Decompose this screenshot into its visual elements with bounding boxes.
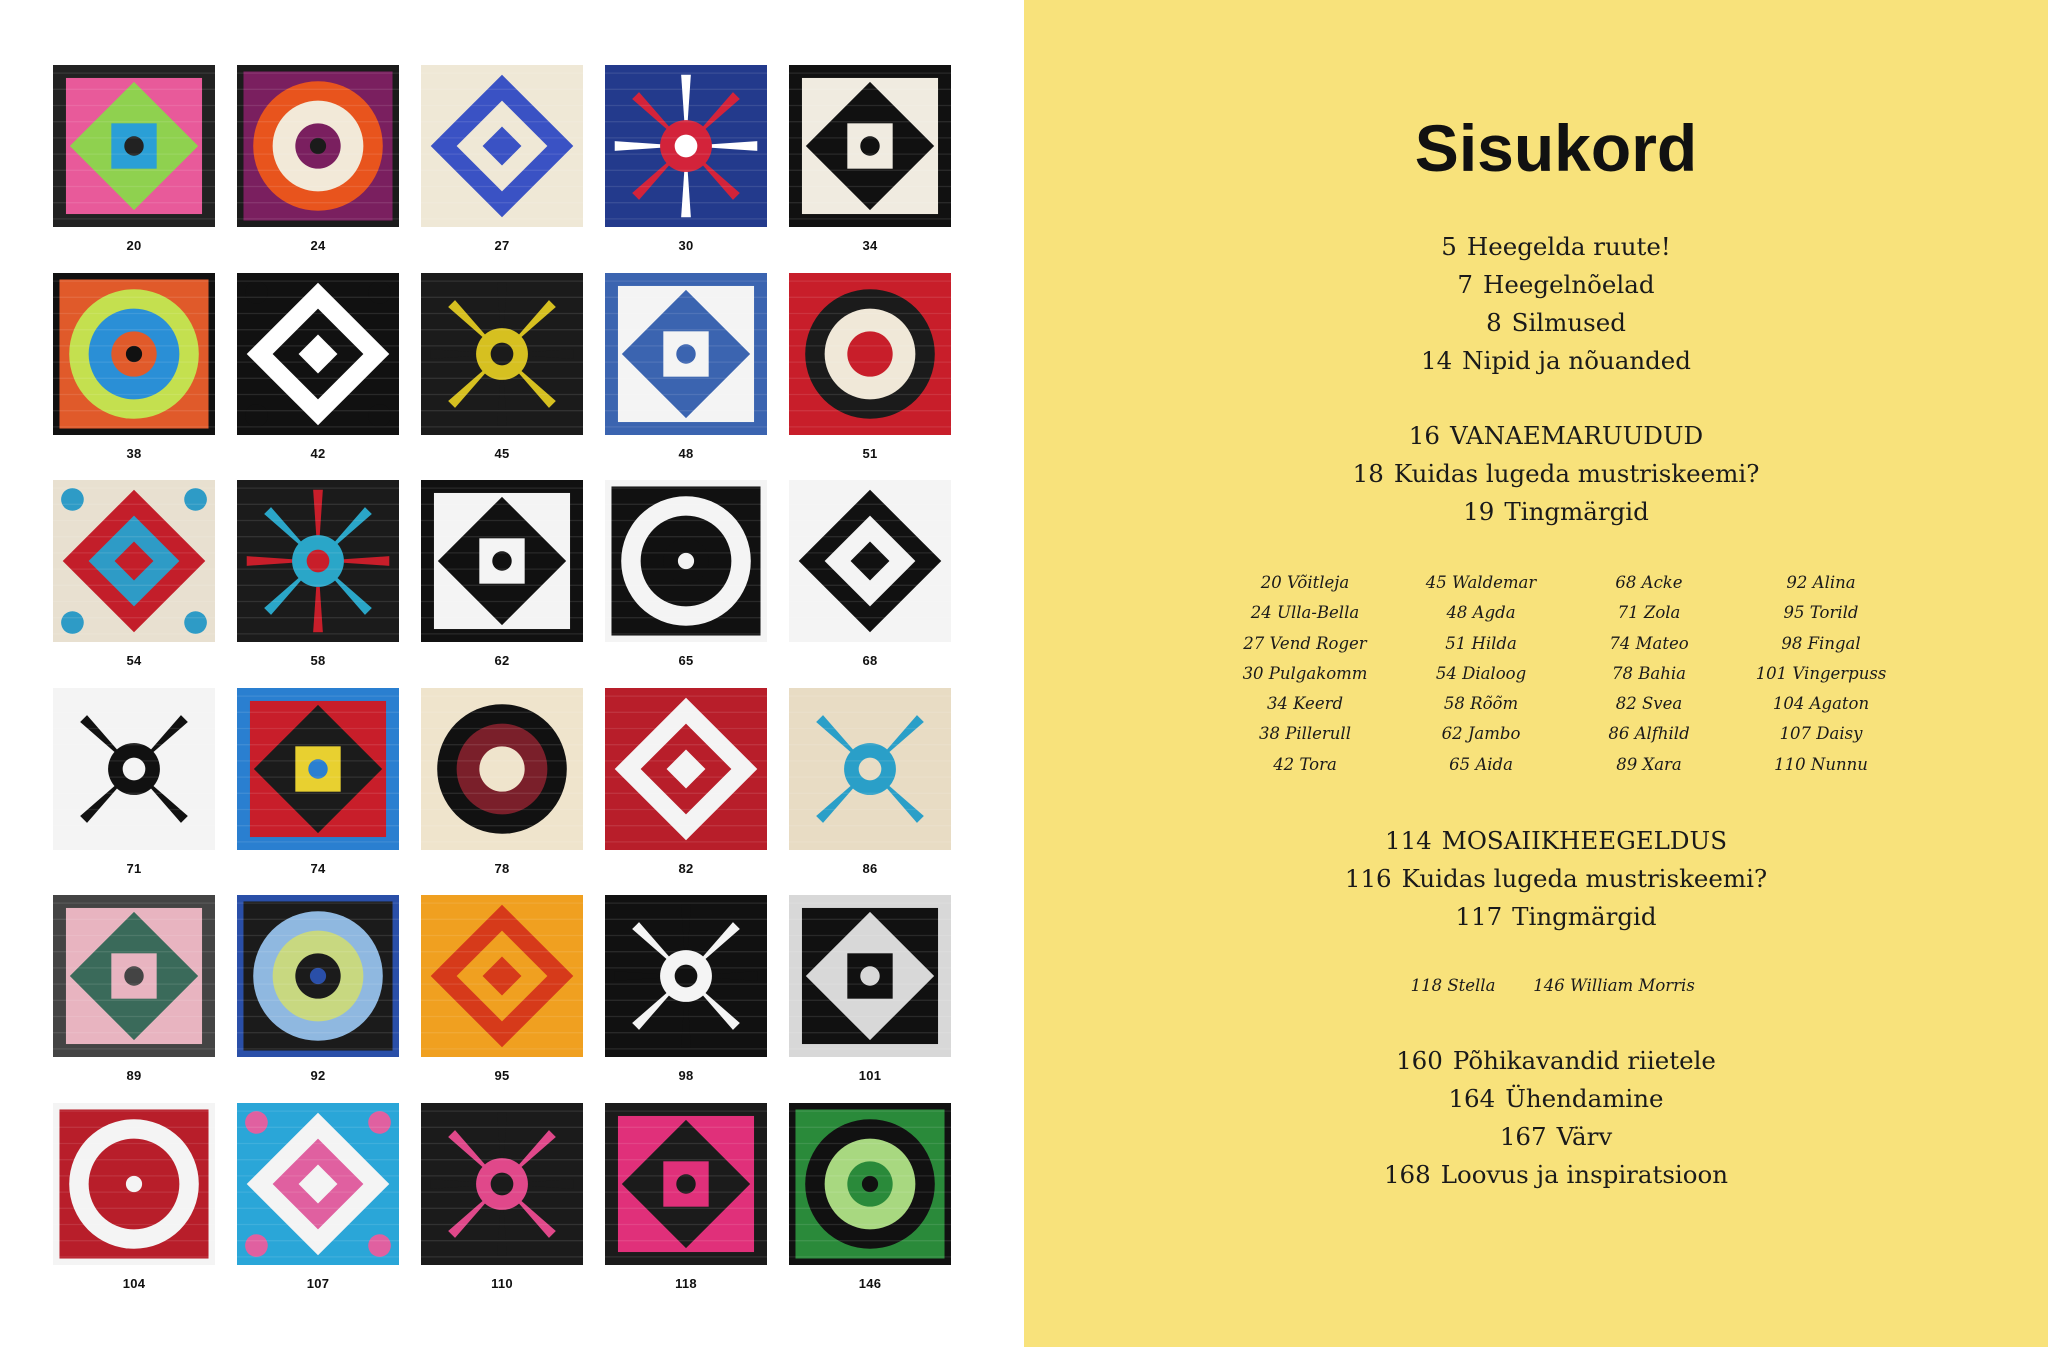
pattern-index-col-2 bbox=[1396, 568, 1566, 780]
crochet-square-image bbox=[237, 65, 399, 227]
crochet-square-tile[interactable] bbox=[421, 688, 583, 896]
square-page-number: 38 bbox=[126, 445, 142, 461]
pattern-index-col-1 bbox=[1220, 568, 1390, 780]
crochet-square-image bbox=[237, 273, 399, 435]
square-page-number: 58 bbox=[310, 653, 326, 668]
crochet-square-image bbox=[53, 895, 215, 1057]
crochet-square-tile[interactable] bbox=[605, 65, 767, 273]
crochet-square-image bbox=[789, 688, 951, 850]
pattern-entry[interactable]: 42 Tora bbox=[1273, 754, 1337, 774]
toc-entry[interactable]: 8 Silmused bbox=[1486, 308, 1626, 337]
toc-title: Sisukord bbox=[1414, 111, 1698, 185]
pattern-entry[interactable]: 45 Waldemar bbox=[1425, 573, 1537, 592]
pattern-entry[interactable]: 65 Aida bbox=[1449, 754, 1513, 774]
crochet-square-image bbox=[789, 480, 951, 642]
right-page bbox=[1024, 0, 2048, 1347]
pattern-entry[interactable]: 95 Torild bbox=[1783, 603, 1859, 623]
crochet-square-image bbox=[53, 480, 215, 642]
pattern-entry[interactable]: 98 Fingal bbox=[1781, 633, 1861, 653]
crochet-square-image bbox=[237, 688, 399, 850]
crochet-square-tile[interactable] bbox=[53, 65, 215, 273]
square-grid bbox=[53, 65, 951, 1310]
crochet-square-image bbox=[53, 688, 215, 850]
square-page-number: 82 bbox=[678, 860, 694, 876]
pattern-entry[interactable]: 104 Agaton bbox=[1772, 694, 1870, 714]
pattern-entry[interactable]: 24 Ulla-Bella bbox=[1250, 603, 1360, 623]
pattern-entry[interactable]: 38 Pillerull bbox=[1258, 724, 1351, 744]
square-page-number: 98 bbox=[678, 1068, 694, 1083]
crochet-square-image bbox=[421, 1103, 583, 1265]
crochet-square-tile[interactable] bbox=[53, 480, 215, 688]
toc-intro bbox=[1044, 228, 2048, 380]
crochet-square-image bbox=[789, 1103, 951, 1265]
pattern-entry[interactable]: 101 Vingerpuss bbox=[1755, 663, 1887, 683]
square-page-number: 62 bbox=[494, 653, 510, 668]
crochet-square-image bbox=[605, 688, 767, 850]
square-page-number: 92 bbox=[310, 1068, 326, 1083]
toc-entry[interactable]: 7 Heegelnõelad bbox=[1457, 270, 1655, 299]
crochet-square-image bbox=[789, 895, 951, 1057]
crochet-square-image bbox=[421, 688, 583, 850]
pattern-entry[interactable]: 89 Xara bbox=[1616, 754, 1682, 774]
crochet-square-image bbox=[421, 895, 583, 1057]
crochet-square-tile[interactable] bbox=[605, 688, 767, 896]
pattern-entry[interactable]: 54 Dialoog bbox=[1435, 663, 1527, 683]
crochet-square-tile[interactable] bbox=[789, 65, 951, 273]
square-page-number: 34 bbox=[862, 238, 878, 253]
crochet-square-image bbox=[53, 273, 215, 435]
crochet-square-tile[interactable] bbox=[53, 1103, 215, 1311]
crochet-square-image bbox=[421, 480, 583, 642]
pattern-entry[interactable]: 68 Acke bbox=[1615, 573, 1683, 592]
pattern-entry[interactable]: 62 Jambo bbox=[1441, 724, 1521, 744]
crochet-square-tile[interactable] bbox=[421, 273, 583, 481]
toc-entry[interactable]: 167 Värv bbox=[1499, 1122, 1613, 1151]
pattern-entry[interactable]: 107 Daisy bbox=[1779, 724, 1863, 744]
crochet-square-image bbox=[605, 65, 767, 227]
crochet-square-tile[interactable] bbox=[605, 895, 767, 1103]
crochet-square-tile[interactable] bbox=[237, 480, 399, 688]
crochet-square-tile[interactable] bbox=[605, 1103, 767, 1311]
toc-section-mosaic bbox=[1044, 822, 2048, 936]
square-page-number: 86 bbox=[862, 860, 878, 876]
square-page-number: 74 bbox=[310, 860, 326, 876]
crochet-square-tile[interactable] bbox=[789, 895, 951, 1103]
square-page-number: 146 bbox=[858, 1275, 882, 1291]
mosaic-pattern-index-col-2 bbox=[1514, 971, 1714, 1001]
crochet-square-tile[interactable] bbox=[421, 895, 583, 1103]
square-page-number: 65 bbox=[678, 653, 694, 668]
crochet-square-image bbox=[605, 1103, 767, 1265]
crochet-square-image bbox=[789, 273, 951, 435]
crochet-square-image bbox=[789, 65, 951, 227]
toc-entry[interactable]: 18 Kuidas lugeda mustriskeemi? bbox=[1352, 459, 1760, 488]
pattern-entry[interactable]: 51 Hilda bbox=[1445, 633, 1517, 653]
crochet-square-tile[interactable] bbox=[237, 273, 399, 481]
pattern-entry[interactable]: 20 Võitleja bbox=[1260, 573, 1350, 592]
crochet-square-tile[interactable] bbox=[237, 65, 399, 273]
crochet-square-tile[interactable] bbox=[605, 480, 767, 688]
pattern-entry[interactable]: 82 Svea bbox=[1615, 694, 1683, 714]
toc-entry[interactable]: 114 MOSAIIKHEEGELDUS bbox=[1384, 826, 1727, 855]
pattern-entry[interactable]: 48 Agda bbox=[1446, 603, 1516, 623]
square-page-number: 20 bbox=[126, 238, 142, 253]
crochet-square-image bbox=[605, 895, 767, 1057]
square-page-number: 107 bbox=[306, 1275, 330, 1291]
crochet-square-tile[interactable] bbox=[421, 65, 583, 273]
crochet-square-image bbox=[421, 273, 583, 435]
crochet-square-image bbox=[53, 65, 215, 227]
crochet-square-image bbox=[237, 480, 399, 642]
square-page-number: 27 bbox=[494, 238, 510, 253]
square-page-number: 42 bbox=[310, 445, 326, 461]
pattern-entry[interactable]: 86 Alfhild bbox=[1608, 724, 1690, 744]
crochet-square-tile[interactable] bbox=[421, 1103, 583, 1311]
crochet-square-image bbox=[237, 895, 399, 1057]
square-page-number: 68 bbox=[862, 653, 878, 668]
pattern-entry[interactable]: 34 Keerd bbox=[1266, 694, 1344, 714]
crochet-square-tile[interactable] bbox=[53, 895, 215, 1103]
crochet-square-tile[interactable] bbox=[237, 1103, 399, 1311]
pattern-entry[interactable]: 71 Zola bbox=[1617, 603, 1681, 623]
toc-entry[interactable]: 5 Heegelda ruute! bbox=[1441, 232, 1671, 261]
pattern-entry[interactable]: 146 William Morris bbox=[1533, 976, 1695, 995]
square-page-number: 45 bbox=[494, 445, 510, 461]
crochet-square-image bbox=[421, 65, 583, 227]
square-page-number: 118 bbox=[675, 1275, 697, 1291]
crochet-square-tile[interactable] bbox=[53, 273, 215, 481]
toc-entry[interactable]: 16 VANAEMARUUDUD bbox=[1408, 421, 1704, 450]
crochet-square-image bbox=[53, 1103, 215, 1265]
crochet-square-image bbox=[605, 273, 767, 435]
crochet-square-tile[interactable] bbox=[789, 1103, 951, 1311]
toc-entry[interactable]: 168 Loovus ja inspiratsioon bbox=[1383, 1160, 1729, 1189]
square-page-number: 78 bbox=[494, 860, 510, 876]
crochet-square-tile[interactable] bbox=[237, 688, 399, 896]
square-page-number: 89 bbox=[126, 1068, 142, 1083]
pattern-entry[interactable]: 74 Mateo bbox=[1609, 633, 1689, 653]
square-page-number: 24 bbox=[310, 238, 326, 253]
toc-entry[interactable]: 160 Põhikavandid riietele bbox=[1396, 1046, 1716, 1075]
toc-outro bbox=[1044, 1042, 2048, 1194]
pattern-entry[interactable]: 110 Nunnu bbox=[1774, 754, 1868, 774]
square-page-number: 30 bbox=[678, 238, 694, 253]
toc-entry[interactable]: 117 Tingmärgid bbox=[1455, 902, 1657, 931]
square-page-number: 101 bbox=[858, 1068, 882, 1083]
toc-section-granny bbox=[1044, 417, 2048, 531]
crochet-square-tile[interactable] bbox=[605, 273, 767, 481]
crochet-square-tile[interactable] bbox=[53, 688, 215, 896]
square-page-number: 95 bbox=[494, 1068, 510, 1083]
square-page-number: 71 bbox=[126, 860, 142, 876]
pattern-entry[interactable]: 118 Stella bbox=[1410, 976, 1496, 995]
toc-entry[interactable]: 164 Ühendamine bbox=[1448, 1084, 1664, 1113]
crochet-square-tile[interactable] bbox=[789, 273, 951, 481]
toc-entry[interactable]: 19 Tingmärgid bbox=[1463, 497, 1649, 526]
pattern-entry[interactable]: 58 Rõõm bbox=[1443, 694, 1519, 714]
square-page-number: 104 bbox=[122, 1275, 146, 1291]
crochet-square-tile[interactable] bbox=[237, 895, 399, 1103]
toc-entry[interactable]: 14 Nipid ja nõuanded bbox=[1420, 346, 1691, 375]
pattern-entry[interactable]: 27 Vend Roger bbox=[1243, 633, 1367, 653]
pattern-index-col-4 bbox=[1736, 568, 1906, 780]
square-page-number: 48 bbox=[678, 445, 694, 461]
toc-entry[interactable]: 116 Kuidas lugeda mustriskeemi? bbox=[1344, 864, 1768, 893]
square-page-number: 54 bbox=[126, 653, 142, 668]
mosaic-pattern-index-col-1 bbox=[1378, 971, 1528, 1001]
pattern-entry[interactable]: 78 Bahia bbox=[1612, 663, 1686, 683]
crochet-square-tile[interactable] bbox=[789, 688, 951, 896]
square-page-number: 51 bbox=[862, 445, 878, 461]
pattern-index-col-3 bbox=[1564, 568, 1734, 780]
crochet-square-tile[interactable] bbox=[789, 480, 951, 688]
crochet-square-image bbox=[237, 1103, 399, 1265]
crochet-square-tile[interactable] bbox=[421, 480, 583, 688]
pattern-entry[interactable]: 92 Alina bbox=[1786, 573, 1856, 592]
crochet-square-image bbox=[605, 480, 767, 642]
pattern-entry[interactable]: 30 Pulgakomm bbox=[1242, 663, 1368, 683]
square-page-number: 110 bbox=[491, 1275, 513, 1291]
